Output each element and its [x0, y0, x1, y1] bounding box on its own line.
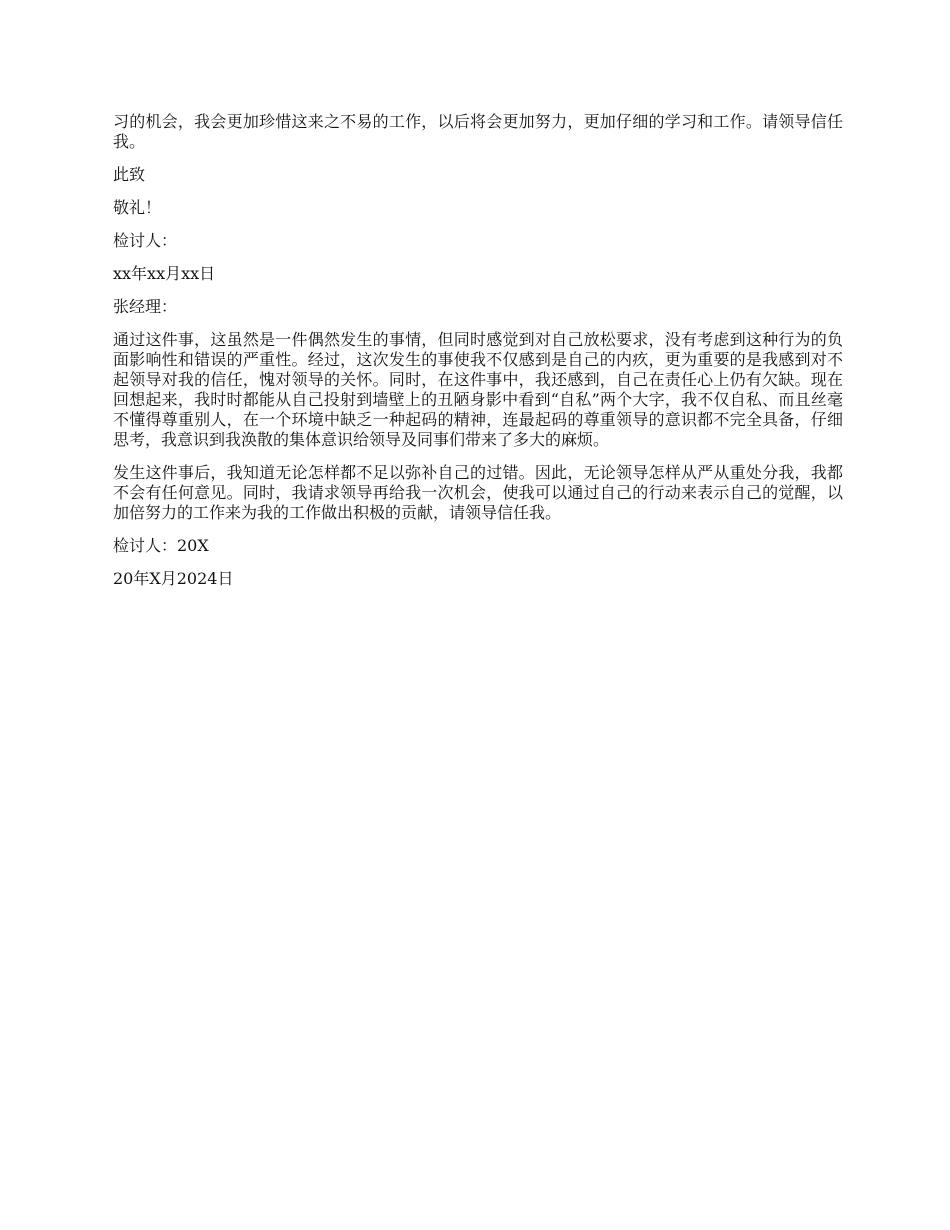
body-paragraph-1: 通过这件事，这虽然是一件偶然发生的事情，但同时感觉到对自己放松要求，没有考虑到这种行为的负面影响性和错误的严重性。经过，这次发生的事使我不仅感到是自己的内疚，更为重要的是我感到对不起领导对我的信任，愧对领导的关怀。同时，在这件事中，我还感到，自己在责任心上仍有欠缺。现在回想起来，我时时都能从自己投射到墙壁上的丑陋身影中看到“自私”两个大字，我不仅自私、而且丝毫不懂得尊重别人，在一个环境中缺乏一种起码的精神，连最起码的尊重领导的意识都不完全具备，仔细思考，我意识到我涣散的集体意识给领导及同事们带来了多大的麻烦。 [113, 330, 843, 449]
recipient-greeting: 张经理： [113, 297, 178, 316]
body-paragraph-2: 发生这件事后，我知道无论怎样都不足以弥补自己的过错。因此，无论领导怎样从严从重处分我，我都不会有任何意见。同时，我请求领导再给我一次机会，使我可以通过自己的行动来表示自己的觉醒，以加倍努力的工作来为我的工作做出积极的贡献，请领导信任我。 [113, 463, 843, 522]
document-page [113, 112, 843, 602]
salutation-cizhi: 此致 [113, 165, 146, 184]
signature-date: xx年xx月xx日 [113, 264, 216, 283]
signature-date-final: 20年X月2024日 [113, 569, 234, 588]
salutation-jingli: 敬礼！ [113, 198, 162, 217]
paragraph-closing-continuation: 习的机会，我会更加珍惜这来之不易的工作，以后将会更加努力，更加仔细的学习和工作。请领导信任我。 [113, 112, 843, 151]
signature-name: 检讨人：20X [113, 536, 209, 555]
signature-label: 检讨人： [113, 231, 178, 250]
